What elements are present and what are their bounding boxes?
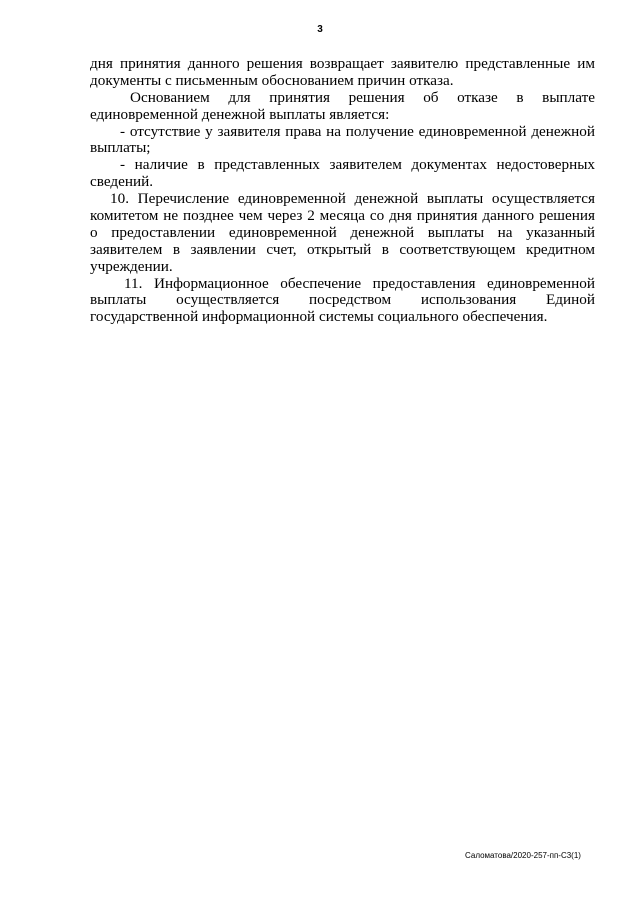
- text-line: сведений.: [90, 173, 154, 191]
- page-number: 3: [317, 24, 323, 35]
- text-line: 10. Перечисление единовременной денежной выплаты осуществляется: [110, 190, 595, 208]
- text-line: заявителем в заявлении счет, открытый в соответствующем кредитном: [90, 240, 595, 258]
- text-line: единовременной денежной выплаты является:: [90, 105, 390, 123]
- document-footer-code: Саломатова/2020-257-пп-С3(1): [465, 851, 581, 860]
- text-line: Основанием для принятия решения об отказе в выплате: [130, 88, 595, 106]
- text-line: - наличие в представленных заявителем документах недостоверных: [120, 156, 595, 174]
- text-line: документы с письменным обоснованием причин отказа.: [90, 71, 454, 89]
- text-line: о предоставлении единовременной денежной выплаты на указанный: [90, 223, 595, 241]
- text-line: дня принятия данного решения возвращает заявителю представленные им: [90, 55, 595, 72]
- text-line: - отсутствие у заявителя права на получение единовременной денежной: [120, 122, 595, 140]
- text-line: учреждении.: [90, 257, 173, 275]
- text-line: государственной информационной системы социального обеспечения.: [90, 308, 548, 326]
- text-line: комитетом не позднее чем через 2 месяца со дня принятия данного решения: [90, 207, 595, 225]
- document-body: [90, 56, 595, 326]
- text-line: 11. Информационное обеспечение предоставления единовременной: [124, 274, 595, 292]
- text-line: выплаты;: [90, 139, 151, 157]
- text-line: выплаты осуществляется посредством использования Единой: [90, 291, 595, 309]
